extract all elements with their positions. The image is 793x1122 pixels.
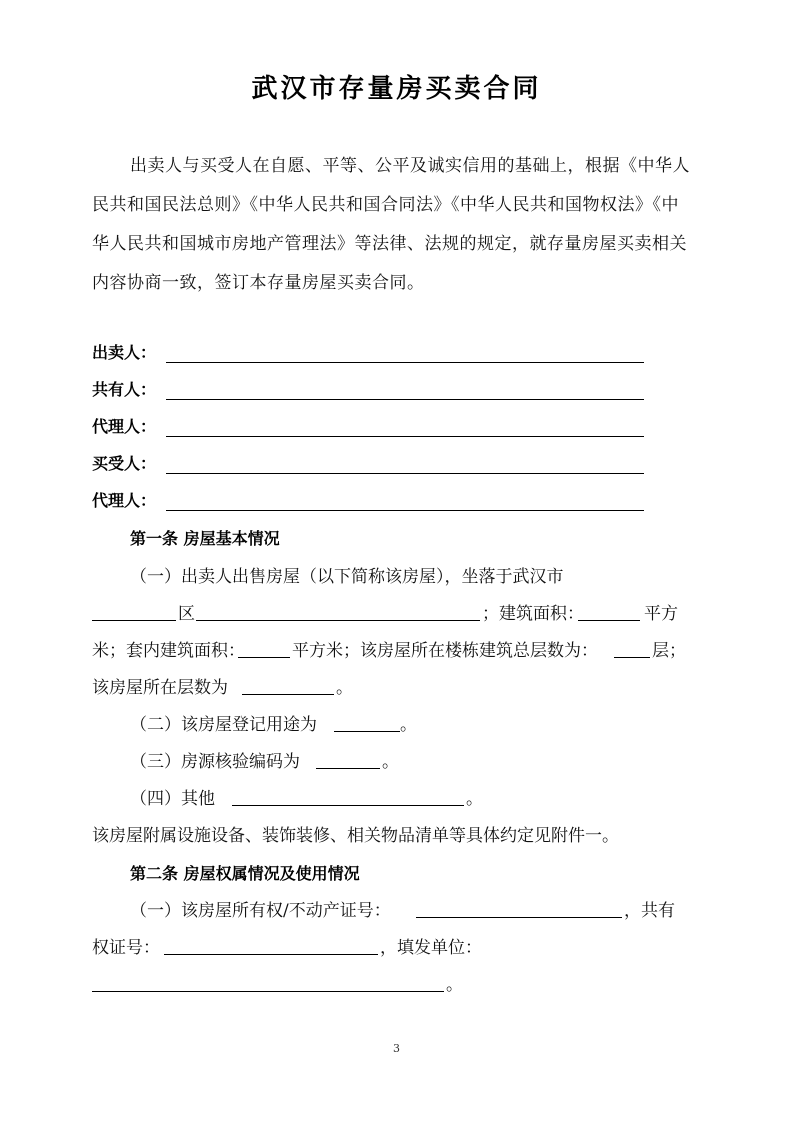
- intro-paragraph: 出卖人与买受人在自愿、平等、公平及诚实信用的基础上，根据《中华人民共和国民法总则》《中华人民共和国合同法》《中华人民共和国物权法》《中华人民共和国城市房地产管理法》等法律、法规的规定，就存量房屋买卖相关内容协商一致，签订本存量房屋买卖合同。: [92, 156, 690, 293]
- floor-end: 。: [336, 678, 353, 698]
- district-label: 区: [178, 604, 195, 624]
- buyer-blank[interactable]: [166, 473, 644, 474]
- verify-code-blank[interactable]: [316, 768, 380, 769]
- article2-end: 。: [446, 975, 463, 995]
- item2-end: 。: [400, 715, 417, 735]
- party-label: 代理人：: [92, 491, 157, 510]
- article2-item1-a: （一）该房屋所有权/不动产证号：: [130, 901, 391, 921]
- co-certificate-blank[interactable]: [164, 954, 378, 955]
- item3-end: 。: [382, 752, 399, 772]
- party-co-owner: [92, 377, 652, 403]
- party-label: 出卖人：: [92, 343, 157, 362]
- district-blank[interactable]: [92, 620, 176, 621]
- co-owner-blank[interactable]: [166, 399, 644, 400]
- party-label: 共有人：: [92, 380, 157, 399]
- page-title: 武汉市存量房买卖合同: [251, 74, 542, 104]
- inner-area-blank[interactable]: [238, 657, 290, 658]
- article2-item1-b: ，共有: [624, 901, 675, 921]
- building-area-blank[interactable]: [578, 620, 640, 621]
- floor-unit: 层；: [652, 641, 686, 661]
- article2-heading: 第二条 房屋权属情况及使用情况: [130, 864, 360, 883]
- article1-item1-line1: （一）出卖人出售房屋（以下简称该房屋），坐落于武汉市: [130, 567, 564, 587]
- floor-label: 该房屋所在层数为: [92, 678, 228, 698]
- issuing-unit-blank[interactable]: [92, 991, 444, 992]
- location-blank[interactable]: [196, 620, 480, 621]
- article1-heading: 第一条 房屋基本情况: [130, 529, 280, 548]
- article1-item2: （二）该房屋登记用途为: [130, 715, 317, 735]
- area-label: ；建筑面积：: [482, 604, 584, 624]
- buyer-agent-blank[interactable]: [166, 510, 644, 511]
- party-buyer: [92, 451, 652, 477]
- page-number: 3: [393, 1042, 400, 1055]
- inner-area-label: 米；套内建筑面积：: [92, 641, 245, 661]
- party-buyer-agent: [92, 488, 652, 514]
- certificate-no-blank[interactable]: [416, 917, 622, 918]
- floor-blank[interactable]: [242, 694, 334, 695]
- total-floors-label: 平方米；该房屋所在楼栋建筑总层数为：: [292, 641, 598, 661]
- article1-item4: （四）其他: [130, 789, 215, 809]
- attachment-note: 该房屋附属设施设备、装饰装修、相关物品清单等具体约定见附件一。: [92, 826, 619, 846]
- other-blank[interactable]: [232, 805, 464, 806]
- seller-agent-blank[interactable]: [166, 436, 644, 437]
- party-label: 代理人：: [92, 417, 157, 436]
- usage-blank[interactable]: [334, 731, 400, 732]
- article1-item3: （三）房源核验编码为: [130, 752, 300, 772]
- party-seller: [92, 340, 652, 366]
- article2-item1-d: ，填发单位：: [380, 938, 482, 958]
- party-label: 买受人：: [92, 454, 157, 473]
- article2-item1-c: 权证号：: [92, 938, 160, 958]
- party-seller-agent: [92, 414, 652, 440]
- item4-end: 。: [466, 789, 483, 809]
- seller-blank[interactable]: [166, 362, 644, 363]
- sqm-label: 平方: [644, 604, 678, 624]
- total-floors-blank[interactable]: [614, 657, 650, 658]
